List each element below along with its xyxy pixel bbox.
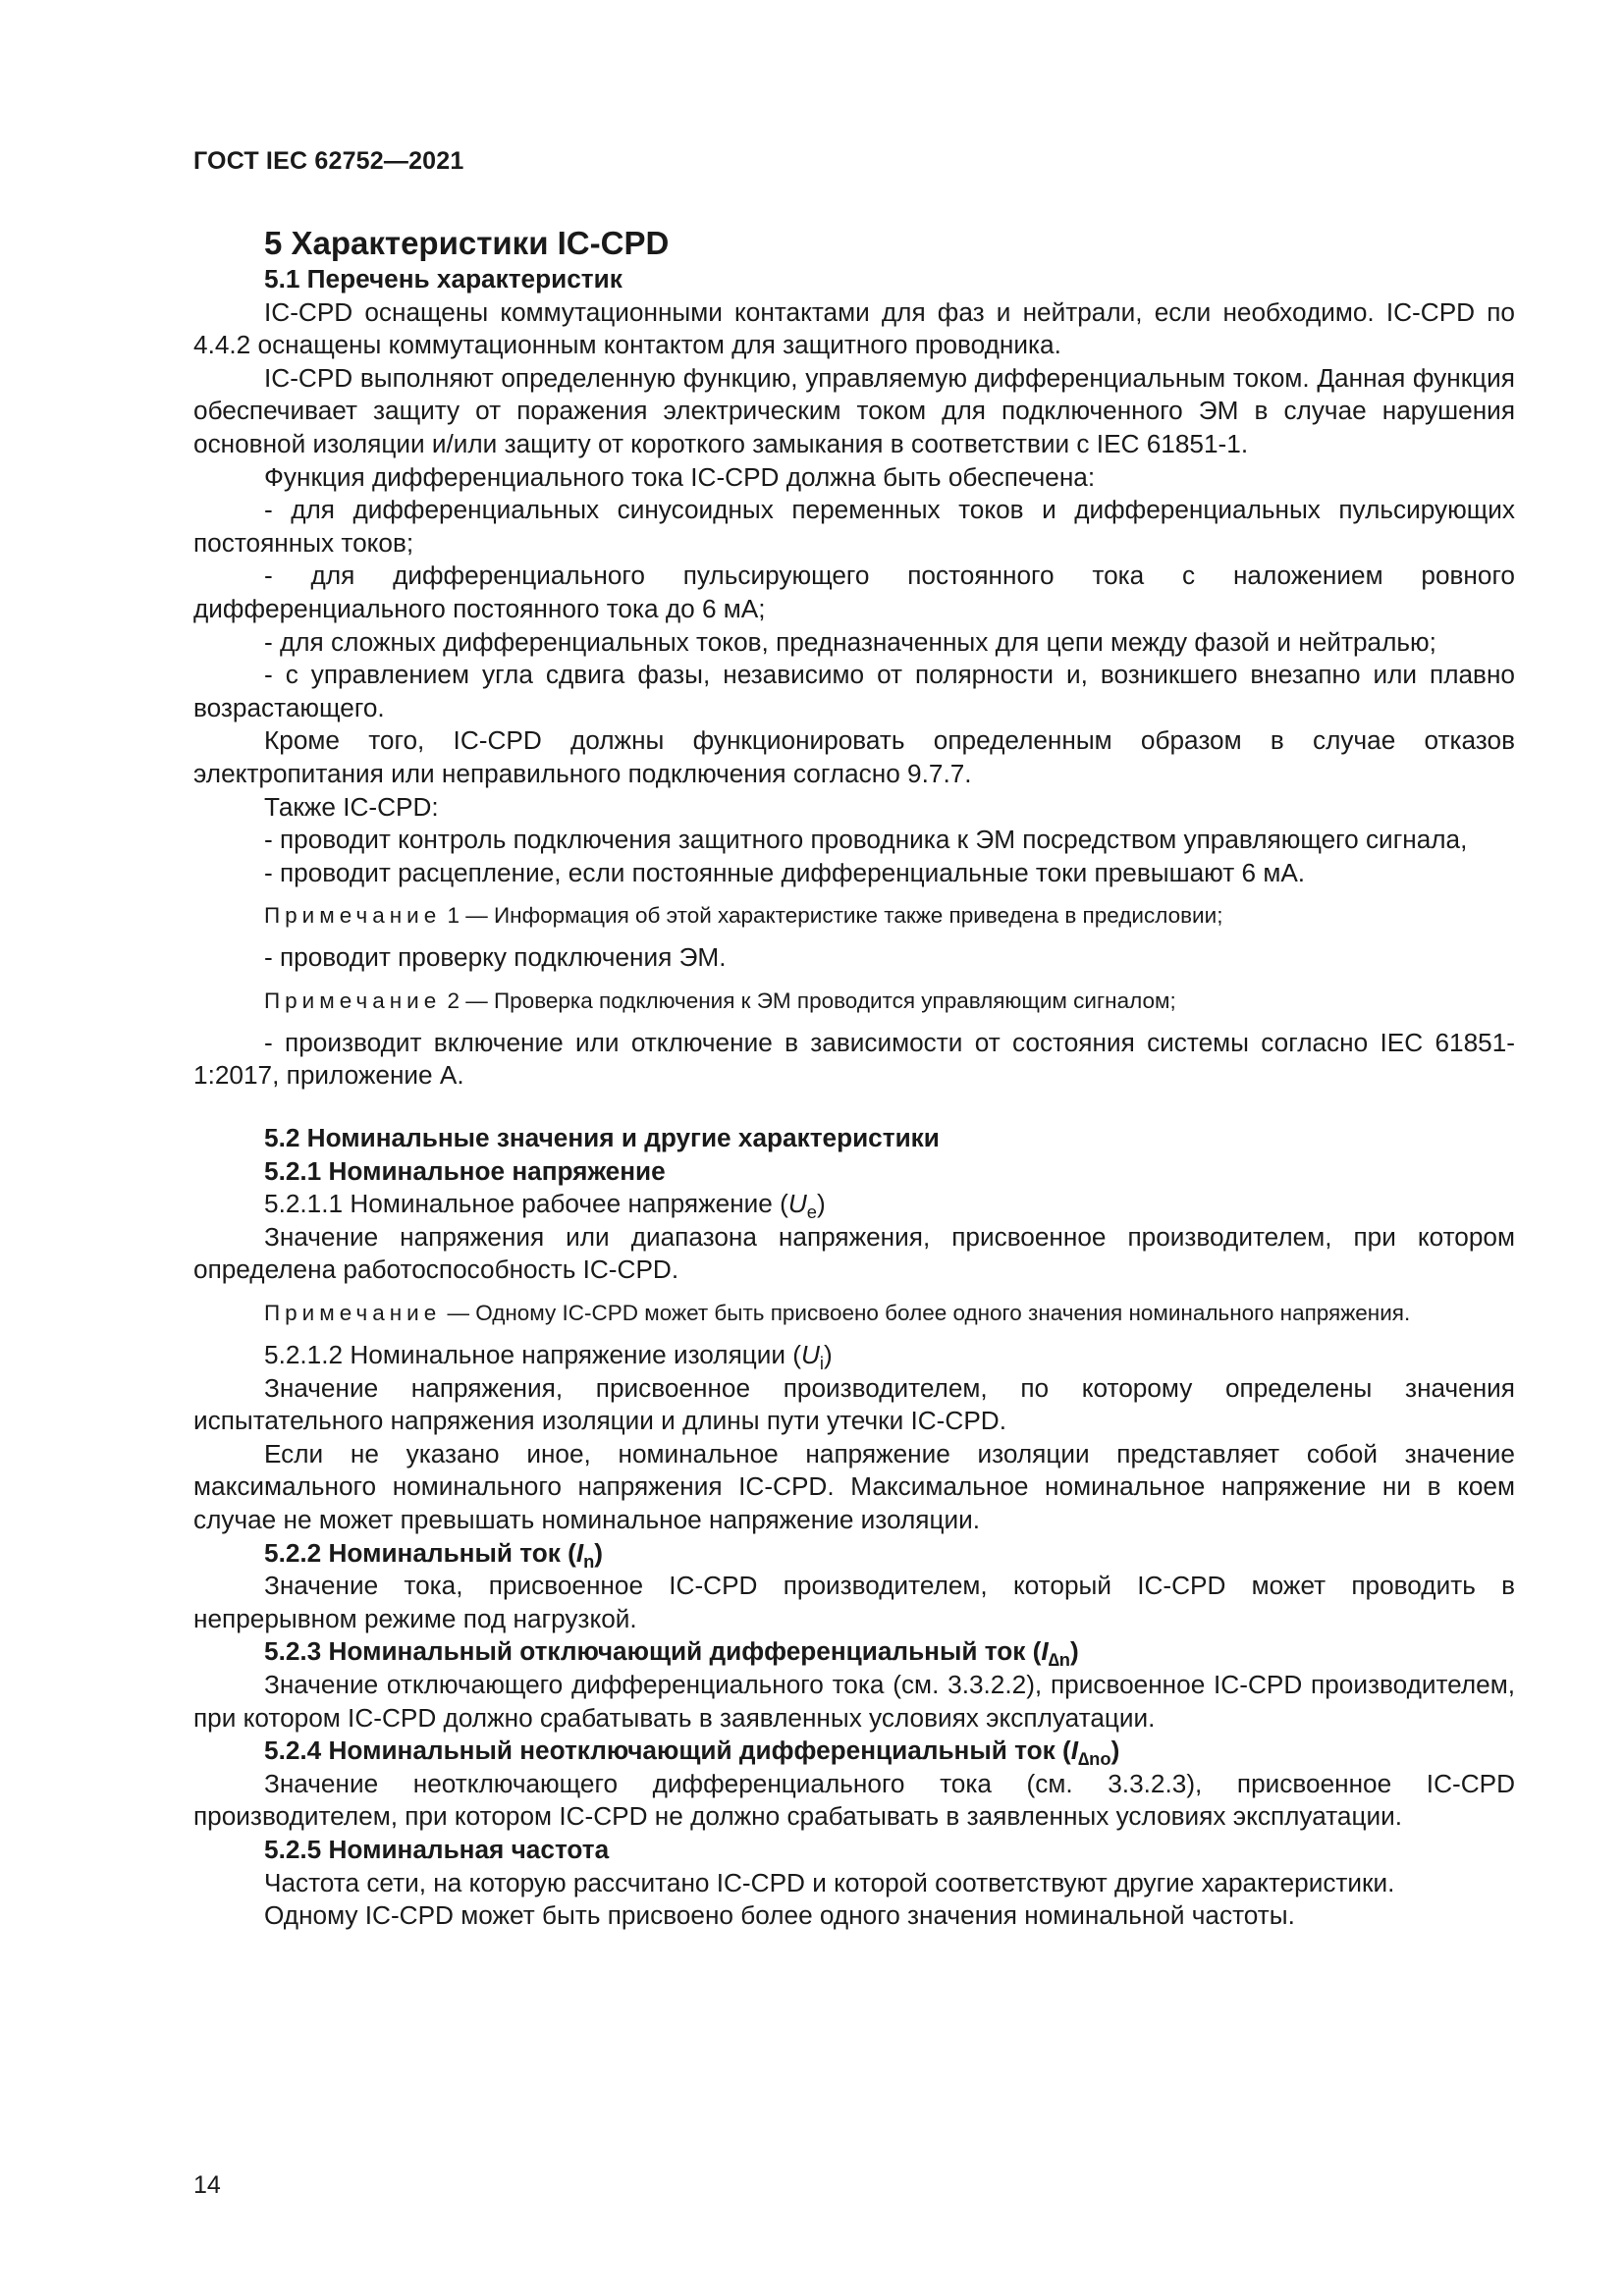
page-number: 14	[193, 2171, 221, 2199]
paragraph: Значение тока, присвоенное IC-CPD производителем, который IC-CPD может проводить в непрерывном режиме под нагрузкой.	[193, 1571, 1515, 1633]
title-prefix: 5.2.4 Номинальный неотключающий дифференциальный ток (	[264, 1735, 1071, 1766]
symbol: U	[787, 1189, 807, 1219]
subsection-5-2-1-1-title	[193, 1188, 1515, 1221]
list-item: - проводит контроль подключения защитного проводника к ЭМ посредством управляющего сигнала,	[264, 825, 1468, 855]
paragraph: Значение отключающего дифференциального тока (см. 3.3.2.2), присвоенное IC-CPD производителем, при котором IC-CPD должно срабатывать в заявленных условиях эксплуатации.	[193, 1669, 1515, 1733]
symbol: I	[1041, 1636, 1049, 1667]
section-5-2-4-title	[193, 1735, 1515, 1768]
paragraph: Если не указано иное, номинальное напряжение изоляции представляет собой значение максимального номинального напряжения IC-CPD. Максимальное номинальное напряжение ни в коем случае не может превышать номинальное напряжение изоляции.	[193, 1438, 1515, 1534]
section-5-2-1-title: 5.2.1 Номинальное напряжение	[264, 1155, 666, 1186]
section-5-2-title: 5.2 Номинальные значения и другие характеристики	[264, 1123, 940, 1153]
symbol-subscript: ∆no	[1077, 1748, 1111, 1770]
note-1	[193, 901, 1515, 930]
section-5-2-3-title	[193, 1635, 1515, 1669]
paragraph: Значение неотключающего дифференциального тока (см. 3.3.2.3), присвоенное IC-CPD производителем, при котором IC-CPD не должно срабатывать в заявленных условиях эксплуатации.	[193, 1768, 1515, 1832]
symbol: I	[1070, 1735, 1078, 1766]
paragraph: Кроме того, IC-CPD должны функционировать определенным образом в случае отказов электропитания или неправильного подключения согласно 9.7.7.	[193, 725, 1515, 788]
symbol-subscript: e	[806, 1201, 817, 1223]
title-suffix: )	[824, 1340, 833, 1370]
paragraph: IC-CPD оснащены коммутационными контактами для фаз и нейтрали, если необходимо. IC-CPD по 4.4.2 оснащены коммутационным контактом для защитного проводника.	[193, 296, 1515, 360]
note-label: Примечание	[264, 1301, 442, 1326]
note-text: — Одному IC-CPD может быть присвоено более одного значения номинального напряжения.	[441, 1301, 1411, 1326]
list-item: - для дифференциального пульсирующего постоянного тока с наложением ровного дифференциального постоянного тока до 6 мА;	[193, 561, 1515, 623]
note-label: Примечание	[264, 903, 442, 929]
list-item: - производит включение или отключение в зависимости от состояния системы согласно IEC 61851-1:2017, приложение А.	[193, 1027, 1515, 1091]
title-prefix: 5.2.2 Номинальный ток (	[264, 1537, 576, 1568]
note-label: Примечание	[264, 988, 442, 1013]
section-5-title: 5 Характеристики IC-CPD	[264, 225, 670, 261]
title-prefix: 5.2.1.1 Номинальное рабочее напряжение (	[264, 1189, 788, 1219]
title-suffix: )	[594, 1537, 604, 1568]
paragraph: Одному IC-CPD может быть присвоено более одного значения номинальной частоты.	[264, 1900, 1295, 1931]
list-item: - с управлением угла сдвига фазы, независимо от полярности и, возникшего внезапно или плавно возрастающего.	[193, 660, 1515, 722]
paragraph: Также IC-CPD:	[264, 791, 439, 822]
section-5-1-title: 5.1 Перечень характеристик	[264, 264, 623, 294]
title-prefix: 5.2.1.2 Номинальное напряжение изоляции (	[264, 1340, 801, 1370]
title-suffix: )	[1110, 1735, 1120, 1766]
note-text: 2 — Проверка подключения к ЭМ проводится управляющим сигналом;	[441, 988, 1176, 1013]
list-item: - для сложных дифференциальных токов, предназначенных для цепи между фазой и нейтралью;	[264, 626, 1436, 657]
symbol-subscript: i	[819, 1353, 824, 1374]
page-content	[193, 224, 1515, 1933]
document-header: ГОСТ IEC 62752—2021	[193, 147, 464, 175]
note-3	[193, 1299, 1515, 1327]
paragraph: IC-CPD выполняют определенную функцию, управляемую дифференциальным током. Данная функция обеспечивает защиту от поражения электрическим током для подключенного ЭМ в случае нарушения основной изоляции и/или защиту от короткого замыкания в соответствии с IEC 61851-1.	[193, 362, 1515, 458]
note-text: 1 — Информация об этой характеристике также приведена в предисловии;	[441, 903, 1223, 929]
note-2	[193, 987, 1515, 1015]
title-suffix: )	[816, 1189, 826, 1219]
section-5-2-5-title: 5.2.5 Номинальная частота	[264, 1834, 610, 1864]
symbol: I	[575, 1537, 584, 1568]
title-prefix: 5.2.3 Номинальный отключающий дифференциальный ток (	[264, 1636, 1042, 1667]
paragraph: Значение напряжения или диапазона напряжения, присвоенное производителем, при котором определена работоспособность IC-CPD.	[193, 1221, 1515, 1285]
paragraph: Функция дифференциального тока IC-CPD должна быть обеспечена:	[264, 461, 1096, 492]
list-item: - проводит проверку подключения ЭМ.	[264, 942, 727, 973]
list-item: - для дифференциальных синусоидных переменных токов и дифференциальных пульсирующих постоянных токов;	[193, 495, 1515, 558]
symbol: U	[801, 1340, 820, 1370]
symbol-subscript: ∆n	[1048, 1649, 1071, 1671]
subsection-5-2-1-2-title	[193, 1339, 1515, 1372]
list-item: - проводит расцепление, если постоянные дифференциальные токи превышают 6 мА.	[264, 857, 1306, 887]
symbol-subscript: n	[583, 1550, 595, 1572]
paragraph: Значение напряжения, присвоенное производителем, по которому определены значения испытательного напряжения изоляции и длины пути утечки IC-CPD.	[193, 1372, 1515, 1436]
title-suffix: )	[1070, 1636, 1079, 1667]
section-5-2-2-title	[193, 1537, 1515, 1571]
paragraph: Частота сети, на которую рассчитано IC-CPD и которой соответствуют другие характеристики.	[264, 1867, 1395, 1897]
